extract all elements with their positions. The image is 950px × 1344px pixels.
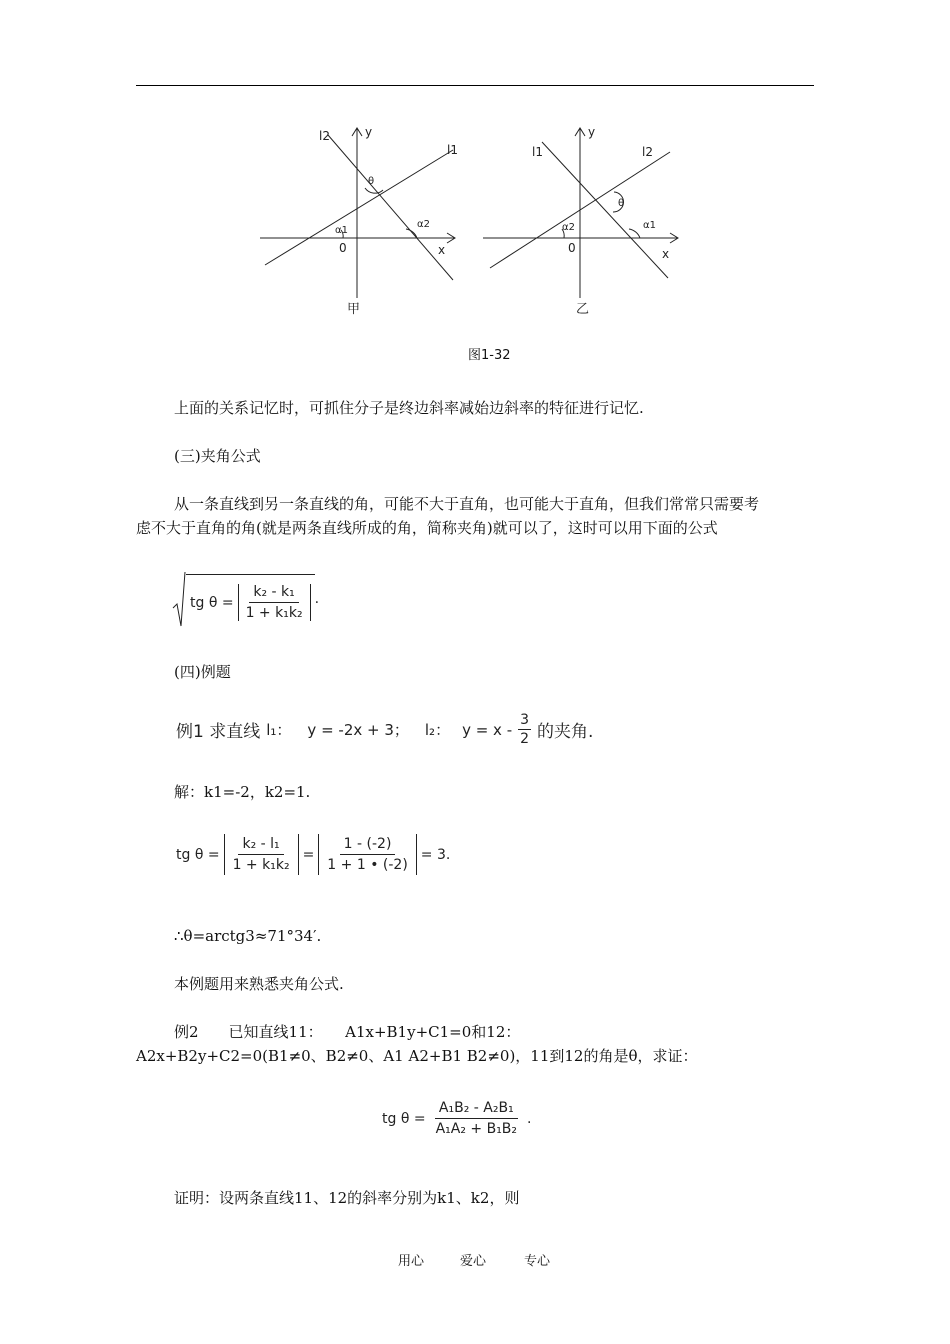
footer-aixin: 爱心 [460,1254,487,1269]
example-2-line-1: 例2 已知直线11： A1x+B1y+C1=0和12： [174,1023,521,1041]
section-4-heading: (四)例题 [174,663,231,681]
line-l1 [542,142,668,278]
example-1 [176,712,593,747]
angle-alpha1-arc [629,229,640,238]
label-alpha1: α1 [643,220,656,231]
intro-line-1: 从一条直线到另一条直线的角，可能不大于直角，也可能大于直角，但我们常常只需要考 [174,495,760,513]
label-l1: l1 [447,143,458,157]
example-1-den: 2 [520,731,530,747]
formula-to-prove [382,1100,531,1137]
figure-jia [255,120,465,320]
formula-example-1 [176,834,450,875]
label-alpha2: α2 [417,219,430,230]
section-3-heading: (三)夹角公式 [174,447,261,465]
intro-line-2: 虑不大于直角的角(就是两条直线所成的角，简称夹角)就可以了，这时可以用下面的公式 [136,519,718,537]
line-l2 [328,135,453,280]
formula-3-period: . [527,1110,532,1127]
label-x: x [438,243,446,257]
formula-2-eq: = [302,846,315,863]
label-y: y [365,125,373,139]
figure-yi [478,120,688,320]
example-1-l2: l₂： [424,721,451,739]
label-origin: 0 [339,241,347,255]
label-alpha2: α2 [562,222,575,233]
label-l2: l2 [319,129,330,143]
formula-2-den1: 1 + k₁k₂ [232,857,290,873]
example-1-suffix: 的夹角. [537,722,594,742]
purpose-text: 本例题用来熟悉夹角公式. [174,975,344,993]
example-1-eq1: y = -2x + 3； [307,721,409,739]
formula-2-lhs: tg θ = [176,846,220,863]
solution-text: 解：k1=-2，k2=1. [174,783,311,801]
header-rule [136,85,814,86]
example-1-num: 3 [520,712,530,728]
footer-zhuanxin: 专心 [524,1254,551,1269]
formula-lhs: tg θ = [190,594,234,611]
footer-yongxin: 用心 [398,1254,425,1269]
formula-2-den2: 1 + 1 • (-2) [327,857,408,873]
example-1-prefix: 例1 求直线 [176,722,261,742]
label-y: y [588,125,596,139]
label-origin: 0 [568,241,576,255]
label-l1: l1 [532,145,543,159]
formula-2-result: = 3. [420,846,451,863]
radical-sign [172,570,186,628]
formula-2-num2: 1 - (-2) [340,836,396,855]
formula-3-den: A₁A₂ + B₁B₂ [435,1121,518,1137]
formula-2-num1: k₂ - l₁ [238,836,283,855]
figure-caption: 图1-32 [468,348,511,363]
figure-label-jia: 甲 [347,302,361,317]
example-2-line-2: A2x+B2y+C2=0(B1≠0、B2≠0、A1 A2+B1 B2≠0)，11到12的角是θ，求证： [136,1047,698,1065]
formula-3-lhs: tg θ = [382,1110,426,1127]
formula-denominator: 1 + k₁k₂ [245,605,303,621]
label-x: x [662,247,670,261]
example-1-l1: l₁： [266,721,292,739]
label-theta: θ [618,198,625,209]
label-alpha1: α1 [335,225,348,236]
formula-3-num: A₁B₂ - A₂B₁ [435,1100,518,1119]
example-1-eq2: y = x - [462,720,513,739]
label-theta: θ [368,176,375,187]
figure-label-yi: 乙 [576,302,590,317]
proof-text: 证明：设两条直线11、12的斜率分别为k1、k2，则 [174,1189,520,1207]
formula-period: . [314,591,320,607]
therefore-text: ∴θ=arctg3≈71°34′. [174,927,322,945]
formula-angle [172,570,319,628]
label-l2: l2 [642,145,653,159]
memory-text: 上面的关系记忆时，可抓住分子是终边斜率减始边斜率的特征进行记忆. [174,399,644,417]
formula-numerator: k₂ - k₁ [249,584,298,603]
